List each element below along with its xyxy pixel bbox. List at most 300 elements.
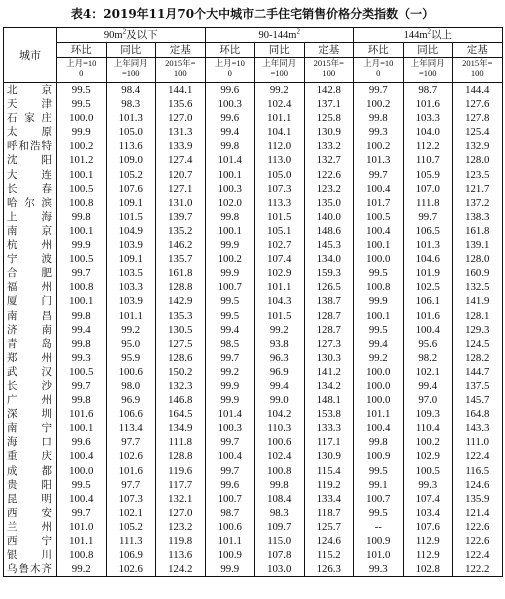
index-value: 124.2 [156, 562, 206, 577]
index-value: 97.7 [106, 435, 156, 449]
index-value: 100.1 [205, 168, 255, 182]
index-value: 99.3 [354, 125, 404, 139]
index-value: 99.2 [57, 562, 107, 577]
label-header-row [4, 58, 503, 83]
index-value: 101.7 [354, 196, 404, 210]
sub-header-dingji: 定基 [156, 43, 206, 58]
index-value: 99.8 [57, 393, 107, 407]
index-value: 99.7 [354, 83, 404, 98]
sub-header-tongbi: 同比 [403, 43, 453, 58]
index-value: 110.3 [255, 421, 305, 435]
index-value: 99.9 [205, 379, 255, 393]
index-value: 95.6 [403, 337, 453, 351]
table-row [4, 449, 503, 463]
index-value: 127.3 [304, 337, 354, 351]
index-value: 133.2 [304, 139, 354, 153]
index-value: 132.3 [156, 379, 206, 393]
index-value: 101.5 [106, 210, 156, 224]
table-row [4, 435, 503, 449]
index-value: 99.9 [205, 393, 255, 407]
table-row [4, 492, 503, 506]
index-value: 122.6 [304, 168, 354, 182]
index-value: 99.4 [354, 337, 404, 351]
index-value: 135.3 [156, 309, 206, 323]
index-value: 101.6 [403, 309, 453, 323]
index-value: 137.5 [453, 379, 503, 393]
city-name: 深圳 [4, 407, 57, 421]
city-name: 南京 [4, 224, 57, 238]
index-value: 102.6 [106, 562, 156, 577]
index-value: 132.9 [453, 139, 503, 153]
city-name: 乌鲁木齐 [4, 562, 57, 577]
index-value: 161.8 [453, 224, 503, 238]
table-row [4, 294, 503, 308]
index-value: 128.7 [304, 309, 354, 323]
index-value: 100.4 [57, 449, 107, 463]
index-value: 144.7 [453, 365, 503, 379]
index-value: 125.7 [304, 520, 354, 534]
index-value: 102.4 [255, 449, 305, 463]
index-value: 101.1 [205, 534, 255, 548]
table-row [4, 407, 503, 421]
index-value: 164.8 [453, 407, 503, 421]
index-value: 159.3 [304, 266, 354, 280]
table-row [4, 224, 503, 238]
index-value: 100.3 [205, 97, 255, 111]
city-name: 长春 [4, 182, 57, 196]
index-value: 127.5 [156, 337, 206, 351]
index-value: 127.0 [156, 111, 206, 125]
index-value: 99.1 [354, 478, 404, 492]
index-value: 100.2 [403, 435, 453, 449]
index-value: 101.1 [255, 111, 305, 125]
table-row [4, 125, 503, 139]
index-value: 100.0 [354, 252, 404, 266]
index-value: 98.7 [403, 83, 453, 98]
index-value: 99.6 [205, 111, 255, 125]
city-name: 长沙 [4, 379, 57, 393]
index-value: 101.0 [354, 548, 404, 562]
index-value: 93.8 [255, 337, 305, 351]
index-value: 102.9 [255, 266, 305, 280]
index-value: 101.6 [403, 97, 453, 111]
index-value: 99.4 [57, 323, 107, 337]
index-value: 105.2 [106, 520, 156, 534]
index-value: 106.1 [403, 294, 453, 308]
index-value: 103.9 [106, 238, 156, 252]
index-value: 102.9 [403, 449, 453, 463]
index-value: 99.0 [255, 393, 305, 407]
index-value: 153.8 [304, 407, 354, 421]
index-value: 127.0 [156, 506, 206, 520]
index-value: 128.7 [304, 323, 354, 337]
index-value: 101.2 [57, 153, 107, 167]
index-value: 145.3 [304, 238, 354, 252]
sub-header-huanbi: 环比 [354, 43, 404, 58]
index-value: 104.2 [255, 407, 305, 421]
index-value: 100.8 [57, 548, 107, 562]
index-value: 142.9 [156, 294, 206, 308]
index-value: 122.2 [453, 562, 503, 577]
index-value: 99.4 [403, 379, 453, 393]
table-row [4, 351, 503, 365]
index-value: 125.4 [453, 125, 503, 139]
city-name: 呼和浩特 [4, 139, 57, 153]
index-value: 100.6 [255, 435, 305, 449]
index-value: 116.5 [453, 464, 503, 478]
index-value: 100.5 [354, 210, 404, 224]
city-name: 海口 [4, 435, 57, 449]
index-value: 100.3 [205, 421, 255, 435]
index-value: 100.4 [354, 224, 404, 238]
index-value: 99.4 [255, 379, 305, 393]
index-value: 98.3 [255, 506, 305, 520]
index-value: 132.1 [156, 492, 206, 506]
index-value: 98.2 [403, 351, 453, 365]
index-value: 124.6 [453, 478, 503, 492]
index-value: 113.6 [156, 548, 206, 562]
index-value: 99.5 [57, 83, 107, 98]
index-value: 99.2 [255, 323, 305, 337]
index-value: 104.9 [106, 224, 156, 238]
index-value: 107.0 [403, 182, 453, 196]
index-value: 111.8 [156, 435, 206, 449]
index-value: 134.9 [156, 421, 206, 435]
index-value: 127.8 [453, 111, 503, 125]
index-value: 122.6 [453, 534, 503, 548]
base-label-tongbi: 上年同月=100 [403, 58, 453, 83]
index-value: 99.8 [354, 435, 404, 449]
index-value: 99.6 [205, 478, 255, 492]
index-value: 101.3 [403, 238, 453, 252]
base-label-tongbi: 上年同月=100 [255, 58, 305, 83]
index-value: 101.6 [57, 407, 107, 421]
table-row [4, 337, 503, 351]
index-value: 99.5 [354, 323, 404, 337]
table-row [4, 309, 503, 323]
index-value: 99.7 [205, 435, 255, 449]
index-value: 107.3 [106, 492, 156, 506]
index-value: 102.0 [205, 196, 255, 210]
index-value: 98.7 [205, 506, 255, 520]
index-value: 99.7 [57, 266, 107, 280]
index-value: 96.3 [255, 351, 305, 365]
index-value: 123.2 [156, 520, 206, 534]
index-value: 124.5 [453, 337, 503, 351]
index-value: 133.4 [304, 492, 354, 506]
index-value: 102.8 [403, 562, 453, 577]
city-name: 石家庄 [4, 111, 57, 125]
index-value: 99.9 [205, 562, 255, 577]
group-header-mid: $90-144m^2$ [205, 28, 354, 43]
index-value: 105.9 [403, 168, 453, 182]
index-value: 135.7 [156, 252, 206, 266]
index-value: 101.3 [354, 153, 404, 167]
index-value: 161.8 [156, 266, 206, 280]
index-value: 115.4 [304, 464, 354, 478]
base-label-tongbi: 上年同月=100 [106, 58, 156, 83]
index-value: 148.1 [304, 393, 354, 407]
index-value: 101.1 [354, 407, 404, 421]
index-value: 99.4 [205, 323, 255, 337]
index-value: 99.7 [354, 168, 404, 182]
price-index-table [3, 27, 503, 577]
table-row [4, 168, 503, 182]
sub-header-dingji: 定基 [453, 43, 503, 58]
index-value: 129.3 [453, 323, 503, 337]
index-value: 100.4 [354, 421, 404, 435]
index-value: 99.5 [57, 478, 107, 492]
index-value: 101.1 [57, 534, 107, 548]
index-value: 100.6 [106, 365, 156, 379]
index-value: 107.4 [255, 252, 305, 266]
table-row [4, 210, 503, 224]
index-value: 160.9 [453, 266, 503, 280]
index-value: 112.0 [255, 139, 305, 153]
index-value: 97.7 [106, 478, 156, 492]
sub-header-huanbi: 环比 [57, 43, 107, 58]
index-value: 107.3 [255, 182, 305, 196]
index-value: 100.7 [205, 492, 255, 506]
city-name: 武汉 [4, 365, 57, 379]
index-value: 99.8 [57, 309, 107, 323]
table-row [4, 365, 503, 379]
index-value: 119.8 [156, 534, 206, 548]
index-value: 130.5 [156, 323, 206, 337]
table-row [4, 393, 503, 407]
index-value: 127.4 [156, 153, 206, 167]
index-value: 112.2 [403, 139, 453, 153]
index-value: 100.7 [354, 492, 404, 506]
index-value: 145.7 [453, 393, 503, 407]
index-value: 117.1 [304, 435, 354, 449]
base-label-huanbi: 上月=10 0 [205, 58, 255, 83]
index-value: 141.9 [453, 294, 503, 308]
index-value: 105.1 [255, 224, 305, 238]
table-row [4, 238, 503, 252]
index-value: 105.0 [255, 168, 305, 182]
index-value: 100.2 [205, 252, 255, 266]
index-value: 100.2 [354, 97, 404, 111]
index-value: 115.2 [304, 548, 354, 562]
index-value: 128.0 [453, 252, 503, 266]
index-value: 109.1 [106, 252, 156, 266]
base-label-dingji: 2015年= 100 [304, 58, 354, 83]
index-value: 99.8 [57, 210, 107, 224]
index-value: 133.9 [156, 139, 206, 153]
table-row [4, 153, 503, 167]
index-value: 113.6 [106, 139, 156, 153]
index-value: 150.2 [156, 365, 206, 379]
index-value: 103.4 [403, 506, 453, 520]
index-value: 100.5 [57, 182, 107, 196]
index-value: 103.0 [255, 562, 305, 577]
table-row [4, 111, 503, 125]
index-value: 101.9 [403, 266, 453, 280]
index-value: 105.0 [106, 125, 156, 139]
index-value: 104.1 [255, 125, 305, 139]
index-value: 128.2 [453, 351, 503, 365]
index-value: 126.3 [304, 562, 354, 577]
city-name: 上海 [4, 210, 57, 224]
city-name: 北京 [4, 83, 57, 98]
city-name: 太原 [4, 125, 57, 139]
index-value: 99.9 [57, 238, 107, 252]
index-value: 100.0 [354, 365, 404, 379]
index-value: 99.2 [255, 83, 305, 98]
city-name: 杭州 [4, 238, 57, 252]
city-name: 大连 [4, 168, 57, 182]
index-value: 100.4 [205, 449, 255, 463]
city-name: 沈阳 [4, 153, 57, 167]
city-name: 厦门 [4, 294, 57, 308]
city-name: 南宁 [4, 421, 57, 435]
index-value: 119.6 [156, 464, 206, 478]
index-value: 107.8 [255, 548, 305, 562]
index-value: 140.0 [304, 210, 354, 224]
index-value: 143.3 [453, 421, 503, 435]
index-value: 99.7 [57, 506, 107, 520]
city-name: 济南 [4, 323, 57, 337]
index-value: 96.9 [106, 393, 156, 407]
index-value: 128.0 [453, 153, 503, 167]
city-name: 成都 [4, 464, 57, 478]
index-value: 99.9 [205, 238, 255, 252]
index-value: 100.7 [205, 280, 255, 294]
index-value: 120.7 [156, 168, 206, 182]
index-value: 99.8 [255, 478, 305, 492]
city-name: 兰州 [4, 520, 57, 534]
index-value: 103.5 [106, 266, 156, 280]
index-value: 99.3 [354, 562, 404, 577]
index-value: 99.5 [57, 97, 107, 111]
index-value: 100.0 [354, 379, 404, 393]
index-value: 101.5 [255, 210, 305, 224]
index-value: 100.2 [354, 139, 404, 153]
index-value: 99.2 [106, 323, 156, 337]
sub-header-row [4, 43, 503, 58]
index-value: 100.6 [205, 520, 255, 534]
index-value: 131.3 [156, 125, 206, 139]
index-value: 100.0 [57, 111, 107, 125]
city-name: 西宁 [4, 534, 57, 548]
index-value: 98.5 [205, 337, 255, 351]
index-value: 99.3 [57, 351, 107, 365]
index-value: 100.4 [57, 492, 107, 506]
index-value: 127.1 [156, 182, 206, 196]
city-name: 合肥 [4, 266, 57, 280]
index-value: 105.2 [106, 168, 156, 182]
index-value: 100.1 [205, 224, 255, 238]
index-value: 100.1 [354, 309, 404, 323]
index-value: 109.3 [403, 407, 453, 421]
city-name: 广州 [4, 393, 57, 407]
table-row [4, 478, 503, 492]
table-row [4, 97, 503, 111]
index-value: 99.8 [205, 139, 255, 153]
index-value: 111.3 [106, 534, 156, 548]
index-value: 110.7 [403, 153, 453, 167]
table-row [4, 520, 503, 534]
index-value: 139.7 [156, 210, 206, 224]
index-value: 100.5 [403, 464, 453, 478]
index-value: 117.7 [156, 478, 206, 492]
index-value: 100.1 [354, 238, 404, 252]
index-value: 100.5 [57, 252, 107, 266]
index-value: 98.4 [106, 83, 156, 98]
index-value: -- [354, 520, 404, 534]
table-row [4, 280, 503, 294]
index-value: 97.0 [403, 393, 453, 407]
index-value: 115.0 [255, 534, 305, 548]
index-value: 104.6 [403, 252, 453, 266]
index-value: 134.2 [304, 379, 354, 393]
index-value: 148.6 [304, 224, 354, 238]
index-value: 131.0 [156, 196, 206, 210]
index-value: 104.3 [255, 294, 305, 308]
index-value: 100.8 [57, 280, 107, 294]
index-value: 122.4 [453, 449, 503, 463]
index-value: 103.3 [106, 280, 156, 294]
index-value: 99.8 [205, 210, 255, 224]
index-value: 99.2 [354, 351, 404, 365]
index-value: 111.8 [403, 196, 453, 210]
index-value: 99.9 [354, 294, 404, 308]
index-value: 102.4 [255, 97, 305, 111]
group-header-small: $90m^2$及以下 [57, 28, 206, 43]
index-value: 99.4 [205, 125, 255, 139]
table-row [4, 421, 503, 435]
index-value: 100.4 [354, 182, 404, 196]
index-value: 135.6 [156, 97, 206, 111]
index-value: 99.7 [205, 351, 255, 365]
index-value: 144.4 [453, 83, 503, 98]
index-value: 106.6 [106, 407, 156, 421]
index-value: 99.3 [403, 478, 453, 492]
index-value: 111.0 [453, 435, 503, 449]
index-value: 95.9 [106, 351, 156, 365]
index-value: 112.9 [403, 534, 453, 548]
table-row [4, 252, 503, 266]
index-value: 100.1 [57, 294, 107, 308]
index-value: 100.1 [57, 224, 107, 238]
index-value: 118.7 [304, 506, 354, 520]
base-label-huanbi: 上月=10 0 [354, 58, 404, 83]
index-value: 122.6 [453, 520, 503, 534]
index-value: 130.3 [304, 351, 354, 365]
index-value: 101.1 [255, 280, 305, 294]
index-value: 98.0 [106, 379, 156, 393]
index-value: 135.2 [156, 224, 206, 238]
index-value: 104.0 [403, 125, 453, 139]
index-value: 95.0 [106, 337, 156, 351]
index-value: 100.8 [354, 280, 404, 294]
table-row [4, 464, 503, 478]
table-row [4, 548, 503, 562]
city-name: 宁波 [4, 252, 57, 266]
index-value: 102.1 [106, 506, 156, 520]
index-value: 164.5 [156, 407, 206, 421]
sub-header-tongbi: 同比 [106, 43, 156, 58]
index-value: 100.5 [57, 365, 107, 379]
index-value: 99.6 [205, 83, 255, 98]
index-value: 113.4 [106, 421, 156, 435]
index-value: 106.9 [106, 548, 156, 562]
index-value: 109.7 [255, 520, 305, 534]
index-value: 119.2 [304, 478, 354, 492]
base-label-huanbi: 上月=10 0 [57, 58, 107, 83]
city-name: 重庆 [4, 449, 57, 463]
